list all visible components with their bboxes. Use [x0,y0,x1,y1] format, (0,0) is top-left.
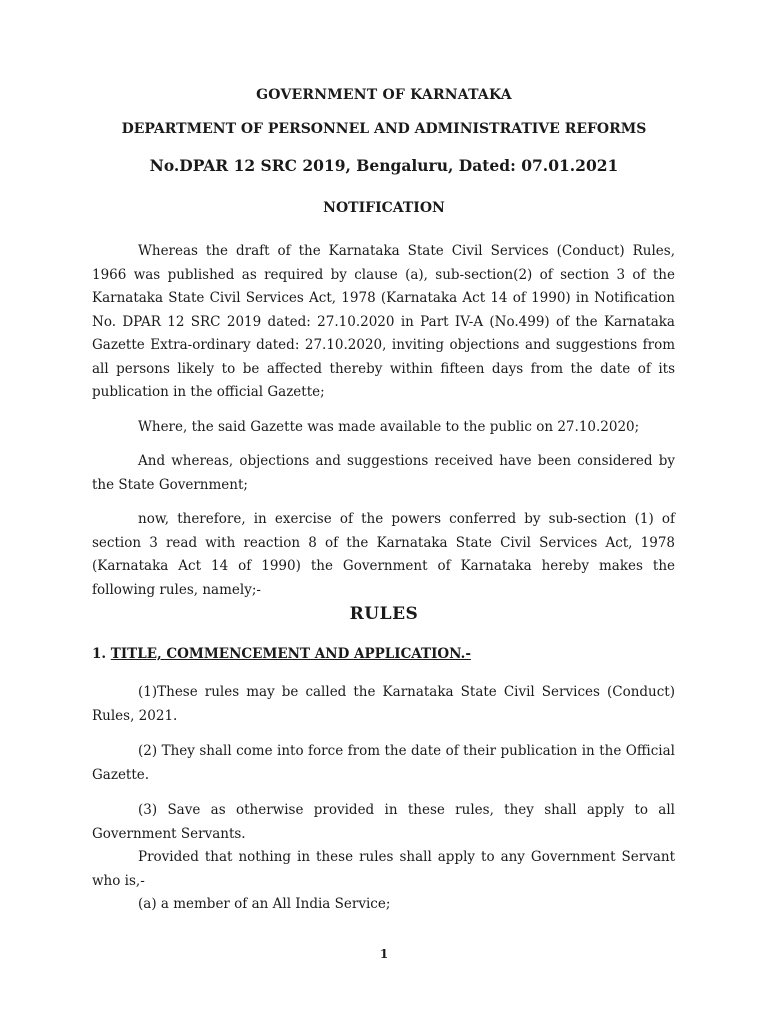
department-heading: DEPARTMENT OF PERSONNEL AND ADMINISTRATIVE REFORMS [121,121,647,137]
section-number: 1. [92,646,111,662]
rule-item: (1)These rules may be called the Karnataka State Civil Services (Conduct) Rules, 2021. [92,684,675,724]
rule-proviso: Provided that nothing in these rules shall apply to any Government Servant who is,- [92,849,675,889]
rule-subitem: (a) a member of an All India Service; [138,896,391,912]
rule-item: (2) They shall come into force from the date of their publication in the Official Gazette. [92,743,675,783]
page-number: 1 [379,947,389,961]
preamble-paragraph: Whereas the draft of the Karnataka State Civil Services (Conduct) Rules, 1966 was published as required by clause (a), sub-section(2) of section 3 of the Karnataka State Civil Services Act, 1978 (Karnataka Act 14 of 1990) in Notification No. DPAR 12 SRC 2019 dated: 27.10.2020 in Part IV-A (No.499) of the Karnataka Gazette Extra-ordinary dated: 27.10.2020, inviting objections and suggestions from all persons likely to be affected thereby within fifteen days from the date of its publication in the official Gazette; [92,243,675,400]
government-heading: GOVERNMENT OF KARNATAKA [256,87,512,103]
enactment-paragraph: now, therefore, in exercise of the powers conferred by sub-section (1) of section 3 read with reaction 8 of the Karnataka State Civil Services Act, 1978 (Karnataka Act 14 of 1990) the Government of Karnataka hereby makes the following rules, namely;- [92,511,675,598]
rules-heading: RULES [349,604,419,624]
gazette-availability-paragraph: Where, the said Gazette was made available to the public on 27.10.2020; [138,419,640,435]
objections-paragraph: And whereas, objections and suggestions received have been considered by the State Government; [92,453,675,493]
section-title: TITLE, COMMENCEMENT AND APPLICATION.- [110,646,471,662]
reference-line: No.DPAR 12 SRC 2019, Bengaluru, Dated: 07.01.2021 [149,156,619,175]
rule-item: (3) Save as otherwise provided in these rules, they shall apply to all Government Servants. [92,802,675,842]
section-heading [92,646,471,662]
notification-heading: NOTIFICATION [323,200,445,216]
